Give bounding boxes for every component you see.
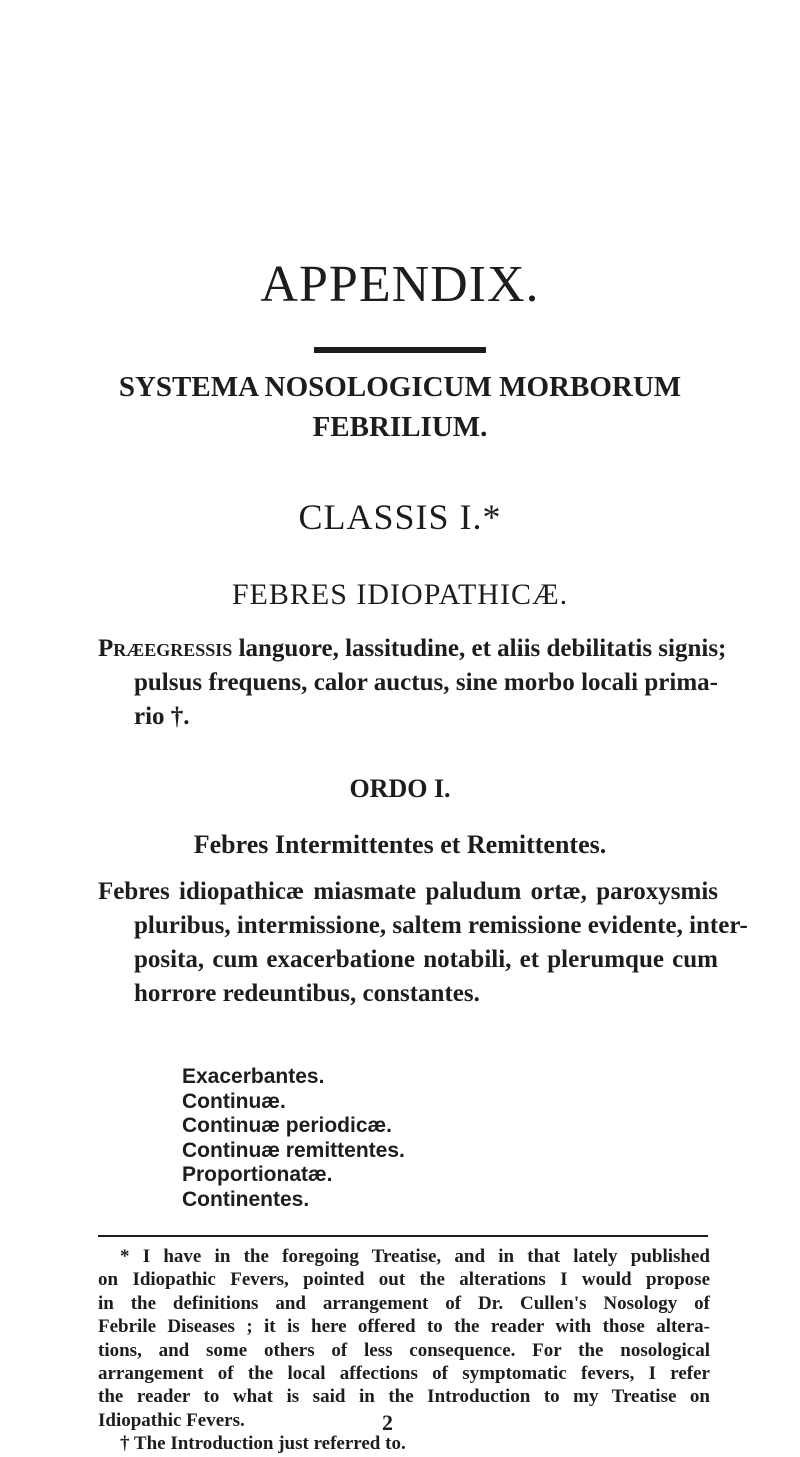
footnotes <box>98 1245 710 1456</box>
ordo-definition-line-3: posita, cum exacerbatione notabili, et plerumque cum <box>134 946 718 973</box>
classis-title: FEBRES IDIOPATHICÆ. <box>231 578 569 611</box>
footnote-line: Febrile Diseases ; it is here offered to the reader with those altera- <box>98 1316 710 1338</box>
classis-definition-line-3: rio †. <box>134 703 190 730</box>
ordo-definition-line-2: pluribus, intermissione, saltem remissione evidente, inter- <box>134 912 748 939</box>
species-item: Proportionatæ. <box>182 1163 333 1186</box>
footnote-line: tions, and some others of less consequence. For the nosological <box>98 1339 710 1361</box>
species-item: Continuæ periodicæ. <box>182 1114 392 1137</box>
footnote-line: * I have in the foregoing Treatise, and in that lately published <box>120 1246 710 1267</box>
ordo-definition <box>98 875 748 1011</box>
classis-definition-line-2: pulsus frequens, calor auctus, sine morbo locali prima- <box>134 669 718 696</box>
footnote-line: the reader to what is said in the Introduction to my Treatise on <box>98 1386 710 1408</box>
classis-heading: CLASSIS I.* <box>298 497 502 537</box>
species-list <box>182 1065 405 1212</box>
appendix-heading: APPENDIX. <box>260 256 540 313</box>
heading-rule <box>314 347 486 353</box>
systema-title-line2: FEBRILIUM. <box>312 411 488 443</box>
ordo-heading: ORDO I. <box>349 774 451 803</box>
classis-definition <box>98 632 727 734</box>
species-item: Continentes. <box>182 1187 310 1211</box>
ordo-definition-line-4: horrore redeuntibus, constantes. <box>134 980 480 1007</box>
page-number: 2 <box>382 1410 393 1435</box>
species-item: Exacerbantes. <box>182 1065 325 1088</box>
species-item: Continuæ remittentes. <box>182 1138 405 1162</box>
classis-definition-line-1: Præegressis languore, lassitudine, et aliis debilitatis signis; <box>98 635 727 662</box>
definition-lead-word: Præegressis <box>98 635 233 662</box>
footnote-line: Idiopathic Fevers. <box>98 1409 245 1431</box>
footnote-dagger: † The Introduction just referred to. <box>120 1433 406 1455</box>
ordo-definition-line-1: Febres idiopathicæ miasmate paludum ortæ, paroxysmis <box>98 878 718 905</box>
ordo-title: Febres Intermittentes et Remittentes. <box>193 830 607 859</box>
footnote-line: arrangement of the local affections of symptomatic fevers, I refer <box>98 1363 710 1385</box>
systema-title-line1: SYSTEMA NOSOLOGICUM MORBORUM <box>118 371 682 403</box>
footnote-rule <box>98 1235 708 1237</box>
species-item: Continuæ. <box>182 1089 286 1113</box>
footnote-line: on Idiopathic Fevers, pointed out the alterations I would propose <box>98 1269 710 1291</box>
footnote-line: in the definitions and arrangement of Dr. Cullen's Nosology of <box>98 1292 710 1314</box>
